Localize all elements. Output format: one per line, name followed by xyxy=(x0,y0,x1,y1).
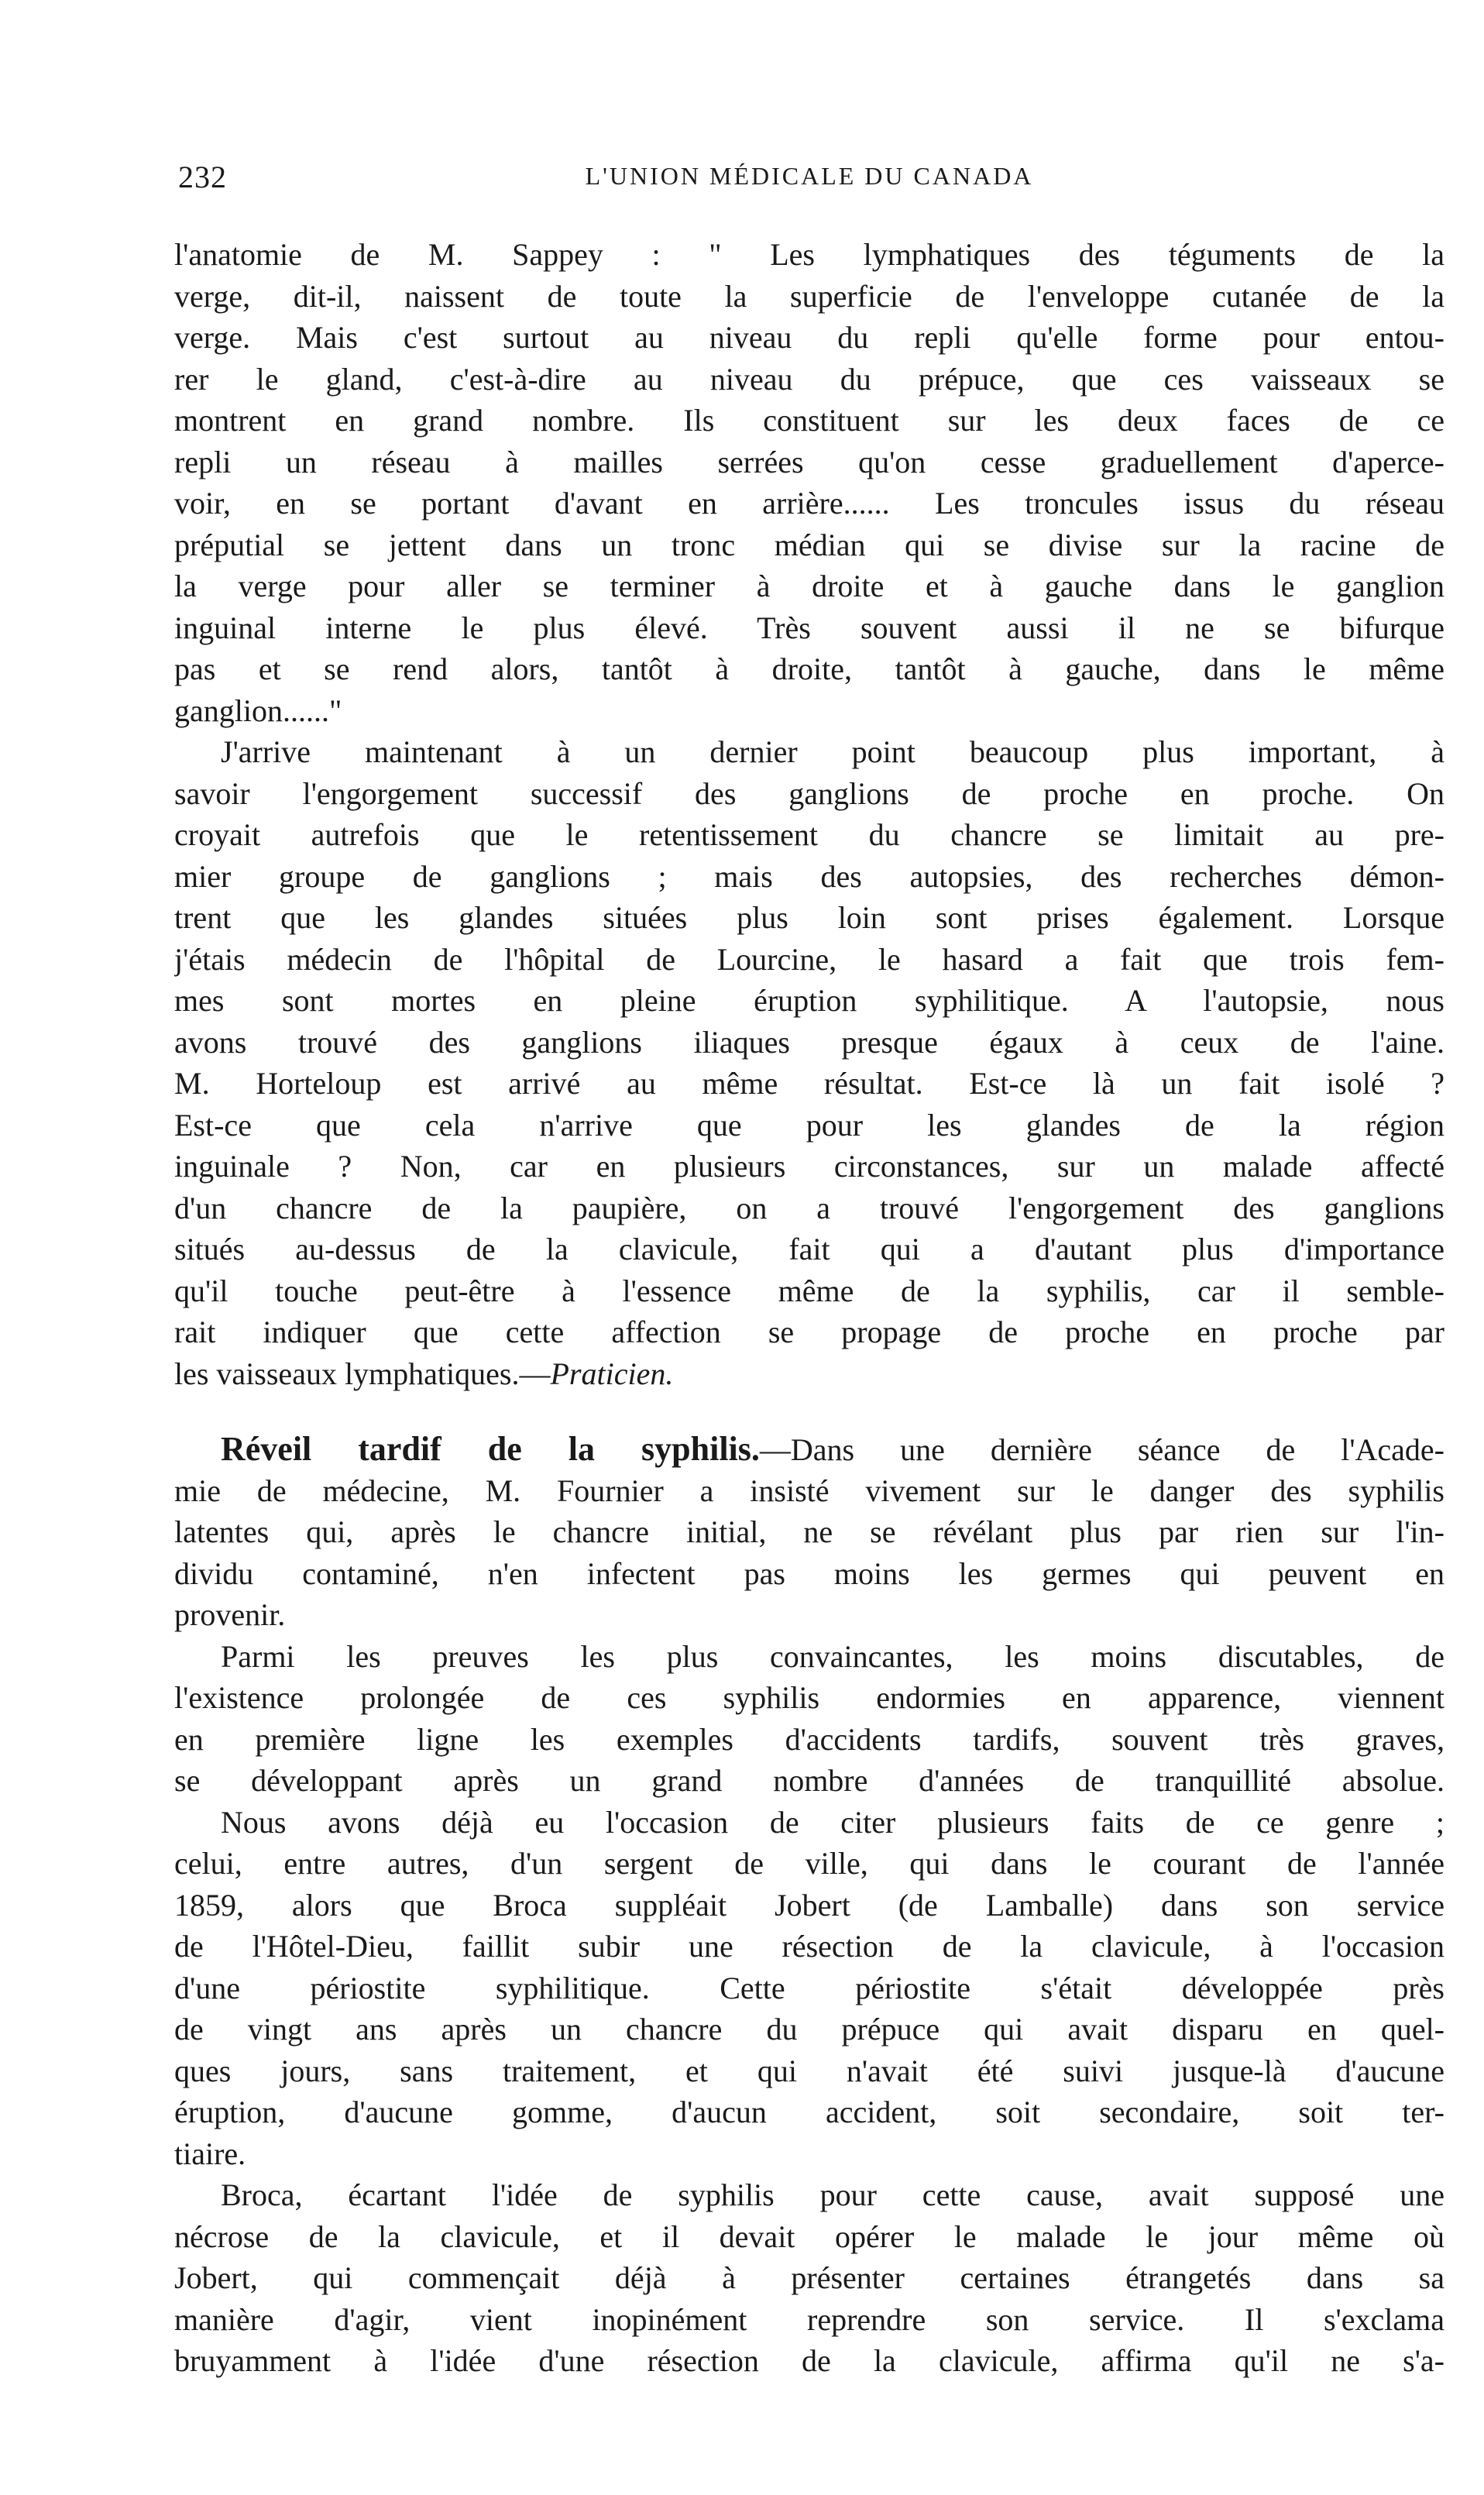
page-number: 232 xyxy=(178,160,227,194)
text-line: ganglion......" xyxy=(174,692,342,728)
paragraph-preuves xyxy=(174,1636,1444,1802)
signature: Praticien. xyxy=(550,1356,674,1391)
text-line: Nous avons déjà eu l'occasion de citer plusieurs faits de ce genre ; xyxy=(221,1804,1444,1840)
text-line: trent que les glandes situées plus loin sont prises également. Lorsque xyxy=(174,900,1444,935)
text-line: Est-ce que cela n'arrive que pour les glandes de la région xyxy=(174,1107,1444,1143)
text-line: 1859, alors que Broca suppléait Jobert (de Lamballe) dans son service xyxy=(174,1887,1444,1923)
text-line: verge. Mais c'est surtout au niveau du repli qu'elle forme pour entou- xyxy=(174,320,1444,355)
text-line: en première ligne les exemples d'accidents tardifs, souvent très graves, xyxy=(174,1721,1444,1757)
text-line xyxy=(174,1428,1444,1470)
text-line: Parmi les preuves les plus convaincantes, les moins discutables, de xyxy=(221,1638,1444,1674)
text-line: M. Horteloup est arrivé au même résultat. Est-ce là un fait isolé ? xyxy=(174,1066,1444,1101)
text-line: savoir l'engorgement successif des ganglions de proche en proche. On xyxy=(174,775,1444,811)
paragraph-sergent xyxy=(174,1802,1444,2175)
text-line: avons trouvé des ganglions iliaques presque égaux à ceux de l'aine. xyxy=(174,1024,1444,1060)
text-line: repli un réseau à mailles serrées qu'on cesse graduellement d'aperce- xyxy=(174,444,1444,479)
text-line: pas et se rend alors, tantôt à droite, tantôt à gauche, dans le même xyxy=(174,651,1444,686)
text-line: d'une périostite syphilitique. Cette périostite s'était développée près xyxy=(174,1970,1444,2005)
text-line: tiaire. xyxy=(174,2136,246,2171)
text-line: d'un chancre de la paupière, on a trouvé l'engorgement des ganglions xyxy=(174,1190,1444,1225)
text-line: mie de médecine, M. Fournier a insisté vivement sur le danger des syphilis xyxy=(174,1473,1444,1508)
text-line: préputial se jettent dans un tronc médian qui se divise sur la racine de xyxy=(174,527,1444,562)
text-line: j'étais médecin de l'hôpital de Lourcine, le hasard a fait que trois fem- xyxy=(174,941,1444,977)
text-line: latentes qui, après le chancre initial, ne se révélant plus par rien sur l'in- xyxy=(174,1514,1444,1549)
text-line: inguinal interne le plus élevé. Très souvent aussi il ne se bifurque xyxy=(174,610,1444,645)
last-line-text: les vaisseaux lymphatiques.— xyxy=(174,1356,551,1391)
text-line: rer le gland, c'est-à-dire au niveau du prépuce, que ces vaisseaux se xyxy=(174,361,1444,397)
paragraph-quotation xyxy=(174,234,1444,731)
text-line: qu'il touche peut-être à l'essence même de la syphilis, car il semble- xyxy=(174,1273,1444,1308)
text-line: verge, dit-il, naissent de toute la superficie de l'enveloppe cutanée de la xyxy=(174,278,1444,314)
paragraph-broca xyxy=(174,2174,1444,2382)
paragraph-ganglions xyxy=(174,731,1444,1394)
text-line: mier groupe de ganglions ; mais des autopsies, des recherches démon- xyxy=(174,858,1444,894)
text-line: dividu contaminé, n'en infectent pas moins les germes qui peuvent en xyxy=(174,1555,1444,1591)
text-line: éruption, d'aucune gomme, d'aucun accident, soit secondaire, soit ter- xyxy=(174,2095,1444,2129)
text-line: mes sont mortes en pleine éruption syphilitique. A l'autopsie, nous xyxy=(174,983,1444,1018)
heading-line-text: —Dans une dernière séance de l'Acade- xyxy=(759,1432,1444,1467)
text-line: manière d'agir, vient inopinément reprendre son service. Il s'exclama xyxy=(174,2301,1444,2337)
text-line: nécrose de la clavicule, et il devait opérer le malade le jour même où xyxy=(174,2218,1444,2254)
section-reveil-tardif xyxy=(174,1428,1444,1636)
text-line: celui, entre autres, d'un sergent de ville, qui dans le courant de l'année xyxy=(174,1846,1444,1881)
text-line: provenir. xyxy=(174,1597,286,1632)
text-line: de vingt ans après un chancre du prépuce qui avait disparu en quel- xyxy=(174,2012,1444,2047)
text-line: l'existence prolongée de ces syphilis endormies en apparence, viennent xyxy=(174,1680,1444,1715)
text-line: Broca, écartant l'idée de syphilis pour cette cause, avait supposé une xyxy=(221,2177,1444,2212)
text-line: bruyamment à l'idée d'une résection de la clavicule, affirma qu'il ne s'a- xyxy=(174,2343,1444,2378)
journal-title: L'UNION MÉDICALE DU CANADA xyxy=(585,162,1034,190)
text-line: rait indiquer que cette affection se propage de proche en proche par xyxy=(174,1315,1444,1349)
running-head xyxy=(178,159,1441,205)
text-line: l'anatomie de M. Sappey : " Les lymphatiques des téguments de la xyxy=(174,237,1444,272)
text-line: situés au-dessus de la clavicule, fait qui a d'autant plus d'importance xyxy=(174,1232,1444,1266)
text-line: croyait autrefois que le retentissement du chancre se limitait au pre- xyxy=(174,817,1444,852)
text-line: de l'Hôtel-Dieu, faillit subir une résection de la clavicule, à l'occasion xyxy=(174,1929,1444,1964)
text-line: montrent en grand nombre. Ils constituent sur les deux faces de ce xyxy=(174,403,1444,438)
text-line: Jobert, qui commençait déjà à présenter certaines étrangetés dans sa xyxy=(174,2260,1444,2295)
text-line: se développant après un grand nombre d'années de tranquillité absolue. xyxy=(174,1763,1444,1798)
text-line: ques jours, sans traitement, et qui n'avait été suivi jusque-là d'aucune xyxy=(174,2053,1444,2088)
text-line xyxy=(174,1353,1444,1395)
text-column xyxy=(174,234,1444,2382)
text-line: voir, en se portant d'avant en arrière...... Les troncules issus du réseau xyxy=(174,486,1444,521)
text-line: la verge pour aller se terminer à droite et à gauche dans le ganglion xyxy=(174,569,1444,603)
section-heading: Réveil tardif de la syphilis. xyxy=(221,1430,760,1468)
text-line: J'arrive maintenant à un dernier point beaucoup plus important, à xyxy=(221,734,1444,769)
text-line: inguinale ? Non, car en plusieurs circonstances, sur un malade affecté xyxy=(174,1149,1444,1184)
section-spacer xyxy=(174,1394,1444,1428)
